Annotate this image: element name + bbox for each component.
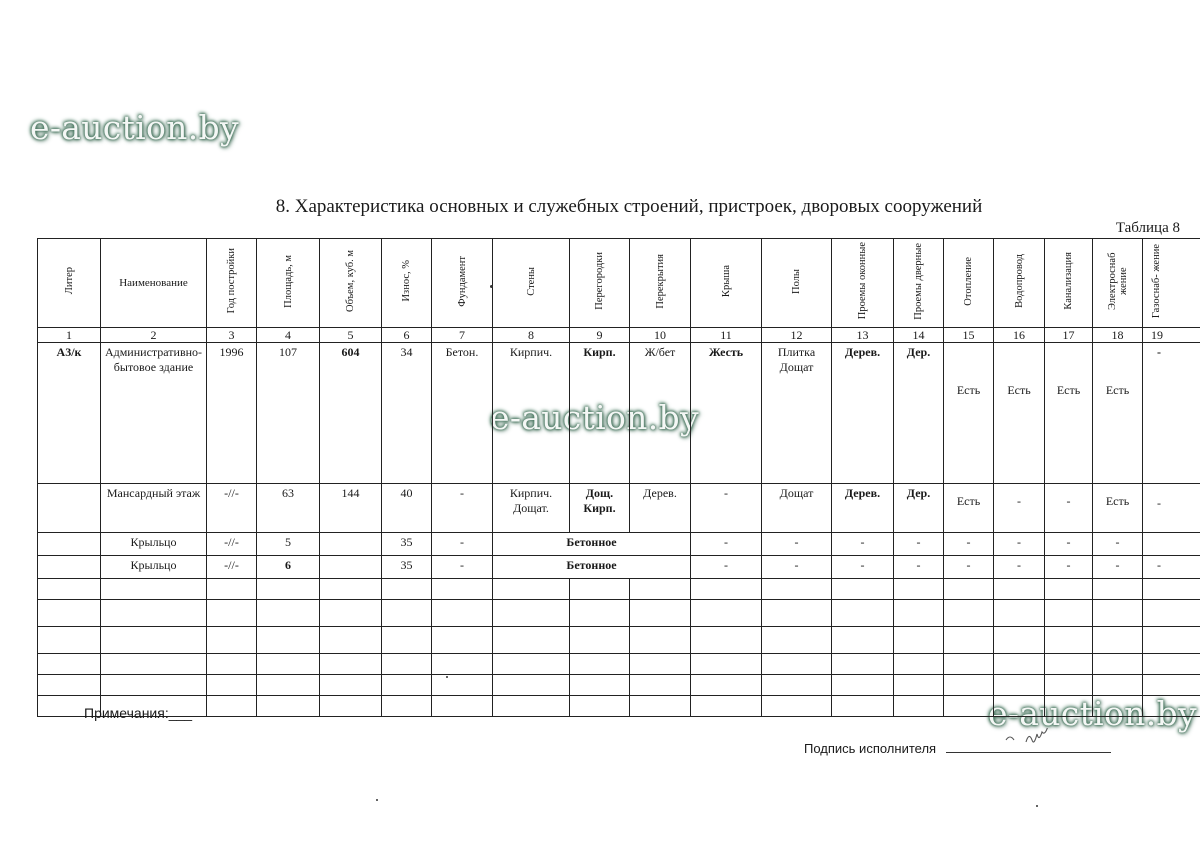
cell-year: -//- [207,533,257,556]
cell-walls-merged: Бетонное [493,533,691,556]
cell-wear: 40 [382,484,432,533]
header-cell: Перегородки [570,239,630,328]
cell-liter [38,484,101,533]
cell-gas [1143,533,1200,556]
cell-slab: Дерев. [630,484,691,533]
header-cell: Крыша [691,239,762,328]
column-number: 13 [832,328,894,343]
column-number-row [38,328,1200,343]
cell-gas: - [1143,343,1200,484]
cell-liter [38,556,101,579]
cell-partitions: Дощ. Кирп. [570,484,630,533]
watermark: e-auction.by [988,694,1197,733]
signature-line [946,740,1111,753]
empty-row [38,627,1200,654]
header-cell: Канализация [1045,239,1093,328]
header-cell: Стены [493,239,570,328]
cell-gas: - [1143,556,1200,579]
column-number: 12 [762,328,832,343]
header-cell: Наименование [101,239,207,328]
column-number: 11 [691,328,762,343]
cell-sewer: Есть [1045,343,1093,484]
cell-slab: Ж/бет [630,343,691,484]
cell-electric: Есть [1093,343,1143,484]
header-cell: Отопление [944,239,994,328]
cell-roof: - [691,533,762,556]
cell-wear: 35 [382,556,432,579]
cell-foundation: - [432,533,493,556]
signature-scribble [1004,728,1064,746]
cell-windows: - [832,533,894,556]
cell-walls-merged: Бетонное [493,556,691,579]
empty-row [38,600,1200,627]
cell-gas: - [1143,484,1200,533]
column-number: 5 [320,328,382,343]
cell-name: Мансардный этаж [101,484,207,533]
header-cell: Проемы дверные [894,239,944,328]
buildings-table [37,238,1200,717]
cell-water: - [994,533,1045,556]
header-cell: Фундамент [432,239,493,328]
cell-electric: - [1093,533,1143,556]
cell-liter [38,533,101,556]
cell-floor: - [762,533,832,556]
column-number: 3 [207,328,257,343]
cell-liter: А3/к [38,343,101,484]
cell-wear: 35 [382,533,432,556]
column-number: 4 [257,328,320,343]
cell-year: -//- [207,484,257,533]
cell-roof: - [691,556,762,579]
column-number: 8 [493,328,570,343]
cell-area: 5 [257,533,320,556]
cell-windows: - [832,556,894,579]
cell-floor: - [762,556,832,579]
header-cell: Водопровод [994,239,1045,328]
cell-heating: Есть [944,484,994,533]
header-row [38,239,1200,328]
cell-sewer: - [1045,556,1093,579]
cell-water: Есть [994,343,1045,484]
cell-name: Административно-бытовое здание [101,343,207,484]
column-number: 18 [1093,328,1143,343]
cell-foundation: Бетон. [432,343,493,484]
cell-volume: 604 [320,343,382,484]
cell-area: 6 [257,556,320,579]
header-cell: Объем, куб. м [320,239,382,328]
cell-foundation: - [432,484,493,533]
cell-water: - [994,484,1045,533]
column-number: 14 [894,328,944,343]
scan-speck [490,285,493,288]
cell-area: 63 [257,484,320,533]
column-number: 2 [101,328,207,343]
column-number: 6 [382,328,432,343]
scan-speck [1036,805,1038,807]
empty-row [38,675,1200,696]
column-number: 16 [994,328,1045,343]
cell-sewer: - [1045,533,1093,556]
watermark: e-auction.by [30,108,239,147]
column-number: 19 [1143,328,1200,343]
header-cell: Электроснаб жение [1093,239,1143,328]
cell-windows: Дерев. [832,343,894,484]
cell-windows: Дерев. [832,484,894,533]
empty-row [38,579,1200,600]
document-title: 8. Характеристика основных и служебных строений, пристроек, дворовых сооружений [275,196,983,217]
column-number: 9 [570,328,630,343]
cell-walls: Кирпич. Дощат. [493,484,570,533]
scan-speck [376,799,378,801]
column-number: 10 [630,328,691,343]
cell-year: 1996 [207,343,257,484]
header-cell: Газоснаб- жение [1143,239,1200,328]
table-row [38,343,1200,484]
signature-block [804,740,1111,756]
watermark: e-auction.by [490,398,699,437]
header-cell: Полы [762,239,832,328]
table-label: Таблица 8 [1115,220,1180,236]
table-row [38,484,1200,533]
cell-area: 107 [257,343,320,484]
cell-floor: Дощат [762,484,832,533]
cell-electric: - [1093,556,1143,579]
cell-name: Крыльцо [101,556,207,579]
cell-foundation: - [432,556,493,579]
header-cell: Площадь, м [257,239,320,328]
cell-electric: Есть [1093,484,1143,533]
header-cell: Проемы оконные [832,239,894,328]
cell-walls: Кирпич. [493,343,570,484]
notes-label: Примечания:___ [84,705,193,721]
column-number: 7 [432,328,493,343]
cell-heating: Есть [944,343,994,484]
column-number: 15 [944,328,994,343]
cell-heating: - [944,533,994,556]
cell-sewer: - [1045,484,1093,533]
cell-doors: Дер. [894,484,944,533]
cell-wear: 34 [382,343,432,484]
cell-partitions: Кирп. [570,343,630,484]
cell-roof: Жесть [691,343,762,484]
empty-row [38,696,1200,717]
header-cell: Износ, % [382,239,432,328]
table-row [38,556,1200,579]
cell-volume: 144 [320,484,382,533]
cell-volume [320,556,382,579]
cell-volume [320,533,382,556]
cell-name: Крыльцо [101,533,207,556]
column-number: 17 [1045,328,1093,343]
header-cell: Перекрытия [630,239,691,328]
cell-doors: Дер. [894,343,944,484]
cell-floor: Плитка Дощат [762,343,832,484]
empty-row [38,654,1200,675]
table-row [38,533,1200,556]
cell-year: -//- [207,556,257,579]
cell-roof: - [691,484,762,533]
cell-water: - [994,556,1045,579]
cell-doors: - [894,556,944,579]
header-cell: Год постройки [207,239,257,328]
cell-heating: - [944,556,994,579]
scan-speck [446,676,448,678]
header-cell: Литер [38,239,101,328]
column-number: 1 [38,328,101,343]
signature-label: Подпись исполнителя [804,741,937,756]
cell-doors: - [894,533,944,556]
